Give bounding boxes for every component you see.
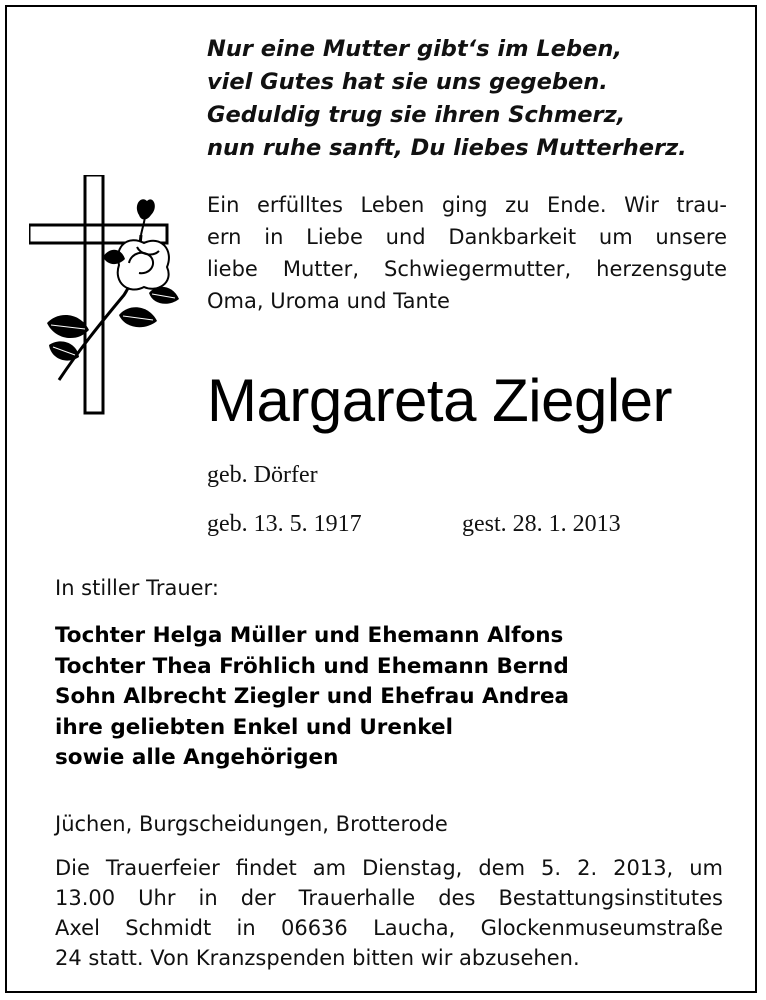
mourning-label: In stiller Trauer: (55, 576, 219, 600)
poem (207, 33, 747, 165)
mourner-item: Tochter Thea Fröhlich und Ehemann Bernd (55, 653, 569, 679)
intro-text (207, 189, 727, 317)
poem-line: nun ruhe sanft, Du liebes Mutterherz. (207, 135, 687, 161)
service-info (55, 853, 723, 973)
mourner-item: Sohn Albrecht Ziegler und Ehefrau Andrea (55, 684, 570, 709)
poem-line: Nur eine Mutter gibt‘s im Leben, (207, 36, 622, 62)
deceased-name: Margareta Ziegler (207, 367, 673, 434)
intro-line: liebe Mutter, Schwiegermutter, herzensgute (207, 257, 727, 281)
birth-name: geb. Dörfer (207, 462, 318, 488)
intro-line: Ein erfülltes Leben ging zu Ende. Wir trau- (207, 193, 727, 217)
death-date: gest. 28. 1. 2013 (462, 511, 621, 537)
service-line: Die Trauerfeier findet am Dienstag, dem 5. 2. 2013, um (55, 856, 723, 880)
service-line: 13.00 Uhr in der Trauerhalle des Bestattungsinstitutes (55, 886, 723, 910)
service-line: Axel Schmidt in 06636 Laucha, Glockenmuseumstraße (55, 916, 723, 940)
mourner-item: Tochter Helga Müller und Ehemann Alfons (55, 623, 564, 648)
mourner-item: sowie alle Angehörigen (55, 745, 339, 770)
birth-date: geb. 13. 5. 1917 (207, 511, 362, 537)
mourners-list (55, 621, 569, 774)
intro-line: Oma, Uroma und Tante (207, 289, 450, 313)
cross-with-rose-icon (29, 175, 189, 420)
service-line: 24 statt. Von Kranzspenden bitten wir abzusehen. (55, 946, 580, 970)
places: Jüchen, Burgscheidungen, Brotterode (55, 812, 448, 836)
poem-line: Geduldig trug sie ihren Schmerz, (207, 102, 626, 128)
poem-line: viel Gutes hat sie uns gegeben. (207, 69, 608, 95)
mourner-item: ihre geliebten Enkel und Urenkel (55, 714, 453, 740)
intro-line: ern in Liebe und Dankbarkeit um unsere (207, 225, 727, 249)
obituary-frame (5, 5, 757, 993)
